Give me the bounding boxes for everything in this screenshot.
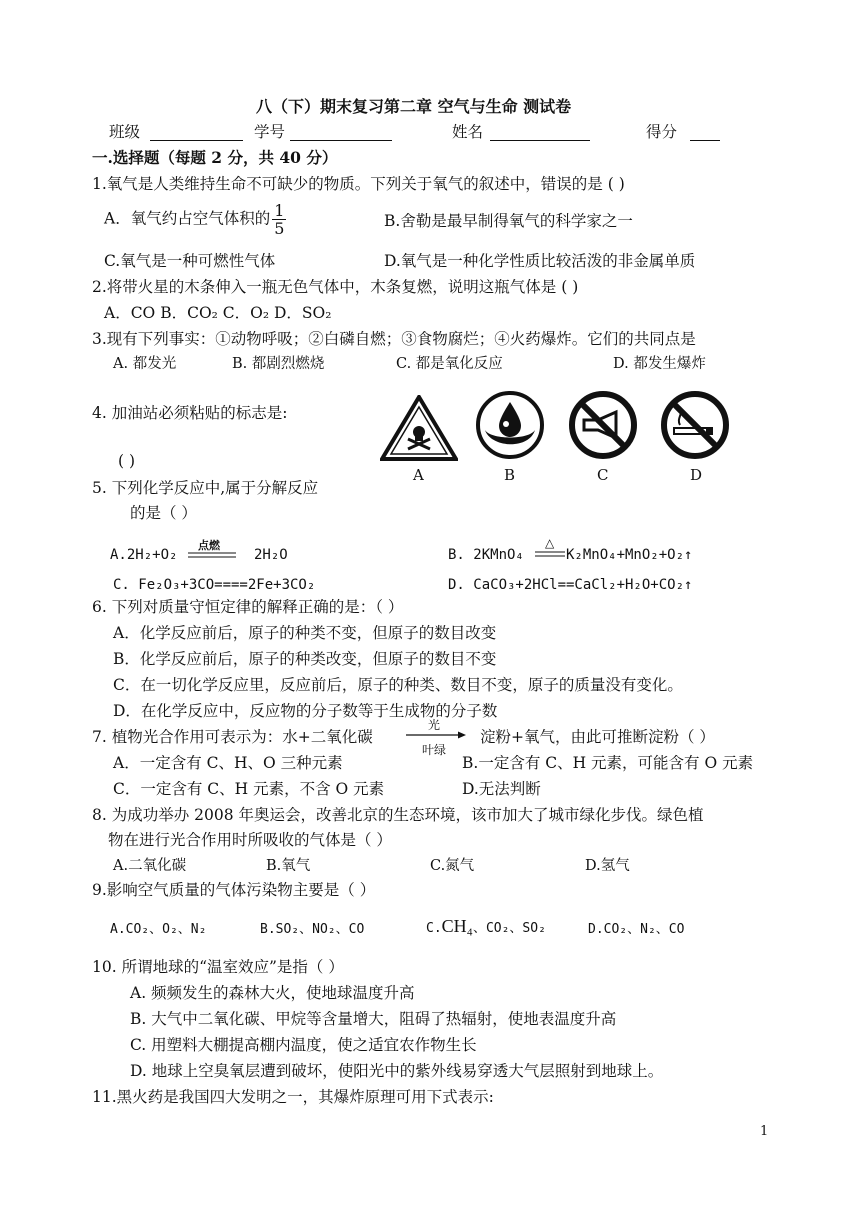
q10-option-a: A. 频频发生的森林大火，使地球温度升高 <box>130 984 415 1002</box>
q8-stem-line1: 8. 为成功举办 2008 年奥运会，改善北京的生态环境，该市加大了城市绿化步伐。绿色植 <box>92 806 704 824</box>
q6-option-a: A．化学反应前后，原子的种类不变，但原子的数目改变 <box>113 624 497 642</box>
q5-option-b-product: K₂MnO₄+MnO₂+O₂↑ <box>566 547 693 563</box>
q5-option-a: A.2H₂+O₂ <box>110 547 178 563</box>
q8-stem-line2: 物在进行光合作用时所吸收的气体是（ ） <box>108 831 392 849</box>
sign-label-c: C <box>597 466 609 484</box>
q1-option-b: B.舍勒是最早制得氧气的科学家之一 <box>384 212 633 230</box>
q3-stem: 3.现有下列事实：①动物呼吸；②白磷自燃；③食物腐烂；④火药爆炸。它们的共同点是 <box>92 330 696 348</box>
page-title: 八（下）期末复习第二章 空气与生命 测试卷 <box>256 97 572 116</box>
reaction-arrow <box>406 730 466 740</box>
q3-option-c: C. 都是氧化反应 <box>396 356 503 372</box>
q10-option-d: D. 地球上空臭氧层遭到破坏，使阳光中的紫外线易穿透大气层照射到地球上。 <box>130 1062 664 1080</box>
q6-option-b: B．化学反应前后，原子的种类改变，但原子的数目不变 <box>113 650 497 668</box>
q1-option-c: C.氧气是一种可燃性气体 <box>104 252 276 270</box>
q10-stem: 10. 所谓地球的“温室效应”是指（ ） <box>92 958 344 976</box>
q8-option-b: B.氧气 <box>266 858 311 874</box>
q5-stem-line2: 的是（ ） <box>130 504 197 522</box>
q7-stem-end: 淀粉+氧气，由此可推断淀粉（ ） <box>480 728 715 746</box>
q5-option-a-product: 2H₂O <box>254 547 288 563</box>
q6-option-d: D．在化学反应中，反应物的分子数等于生成物的分子数 <box>113 702 498 720</box>
q9-option-b: B.SO₂、NO₂、CO <box>260 922 365 937</box>
q9-option-c-prefix: C. <box>426 921 442 936</box>
q8-option-c: C.氮气 <box>430 858 475 874</box>
q2-stem: 2.将带火星的木条伸入一瓶无色气体中，木条复燃，说明这瓶气体是 ( ) <box>92 278 579 296</box>
id-blank[interactable] <box>290 124 392 141</box>
score-blank[interactable] <box>690 124 720 141</box>
q9-option-c-rest: 、CO₂、SO₂ <box>472 921 546 936</box>
id-label: 学号 <box>254 123 286 141</box>
q1-stem: 1.氧气是人类维持生命不可缺少的物质。下列关于氧气的叙述中，错误的是 ( ) <box>92 175 625 193</box>
q3-option-b: B. 都剧烈燃烧 <box>232 356 325 372</box>
q7-condition-top: 光 <box>428 718 441 732</box>
fraction-numerator: 1 <box>274 201 285 220</box>
q7-condition-bottom: 叶绿 <box>422 743 447 757</box>
q7-option-c: C．一定含有 C、H 元素，不含 O 元素 <box>113 780 385 798</box>
class-label: 班级 <box>109 123 141 141</box>
q9-option-d: D.CO₂、N₂、CO <box>588 922 685 937</box>
q10-option-b: B. 大气中二氧化碳、甲烷等含量增大，阻碍了热辐射，使地表温度升高 <box>130 1010 617 1028</box>
q9-option-a: A.CO₂、O₂、N₂ <box>110 922 207 937</box>
q5-stem-line1: 5. 下列化学反应中,属于分解反应 <box>92 479 319 497</box>
no-smoking-icon <box>660 390 730 460</box>
sign-label-b: B <box>504 466 516 484</box>
q5-option-a-condition: 点燃 <box>198 539 220 552</box>
q4-paren: ( ) <box>118 452 136 470</box>
q7-option-a: A．一定含有 C、H、O 三种元素 <box>113 754 343 772</box>
q5-option-d: D. CaCO₃+2HCl==CaCl₂+H₂O+CO₂↑ <box>448 577 693 593</box>
q9-option-c-methane: CH₄ <box>441 916 473 936</box>
toxic-warning-icon <box>380 395 458 461</box>
class-blank[interactable] <box>150 124 243 141</box>
page-number: 1 <box>760 1124 769 1139</box>
name-label: 姓名 <box>452 123 484 141</box>
q6-stem: 6. 下列对质量守恒定律的解释正确的是：（ ） <box>92 598 404 616</box>
water-hand-icon <box>475 390 545 460</box>
q2-options: A．CO B．CO₂ C．O₂ D．SO₂ <box>104 304 332 322</box>
q8-option-d: D.氢气 <box>585 858 630 874</box>
q9-stem: 9.影响空气质量的气体污染物主要是（ ） <box>92 881 376 899</box>
q6-option-c: C．在一切化学反应里，反应前后，原子的种类、数目不变，原子的质量没有变化。 <box>113 676 683 694</box>
q5-option-c: C. Fe₂O₃+3CO====2Fe+3CO₂ <box>113 577 316 593</box>
fraction <box>272 202 286 237</box>
score-label: 得分 <box>646 123 678 141</box>
q1-option-a <box>104 202 286 237</box>
section-heading: 一.选择题（每题 2 分，共 40 分） <box>92 148 338 167</box>
q9-option-c <box>426 916 546 939</box>
q1-option-d: D.氧气是一种化学性质比较活泼的非金属单质 <box>384 252 696 270</box>
sign-label-d: D <box>690 466 703 484</box>
name-blank[interactable] <box>490 124 590 141</box>
q8-option-a: A.二氧化碳 <box>113 858 187 874</box>
q3-option-d: D. 都发生爆炸 <box>613 356 706 372</box>
fraction-denominator: 5 <box>274 219 285 238</box>
double-bar-sign <box>535 550 567 558</box>
q11-stem: 11.黑火药是我国四大发明之一，其爆炸原理可用下式表示: <box>92 1088 494 1106</box>
q7-option-d: D.无法判断 <box>462 780 541 798</box>
q4-stem: 4. 加油站必须粘贴的标志是: <box>92 404 288 422</box>
q7-option-b: B.一定含有 C、H 元素，可能含有 O 元素 <box>462 754 754 772</box>
q5-option-b: B. 2KMnO₄ <box>448 547 524 563</box>
no-horn-icon <box>568 390 638 460</box>
q1-option-a-text: A．氧气约占空气体积的 <box>104 209 271 228</box>
double-bar-sign <box>188 551 238 559</box>
q10-option-c: C. 用塑料大棚提高棚内温度，使之适宜农作物生长 <box>130 1036 477 1054</box>
q7-stem-start: 7. 植物光合作用可表示为：水+二氧化碳 <box>92 728 373 746</box>
q3-option-a: A. 都发光 <box>113 356 177 372</box>
q5-option-b-condition: △ <box>545 536 555 550</box>
sign-label-a: A <box>413 466 424 484</box>
